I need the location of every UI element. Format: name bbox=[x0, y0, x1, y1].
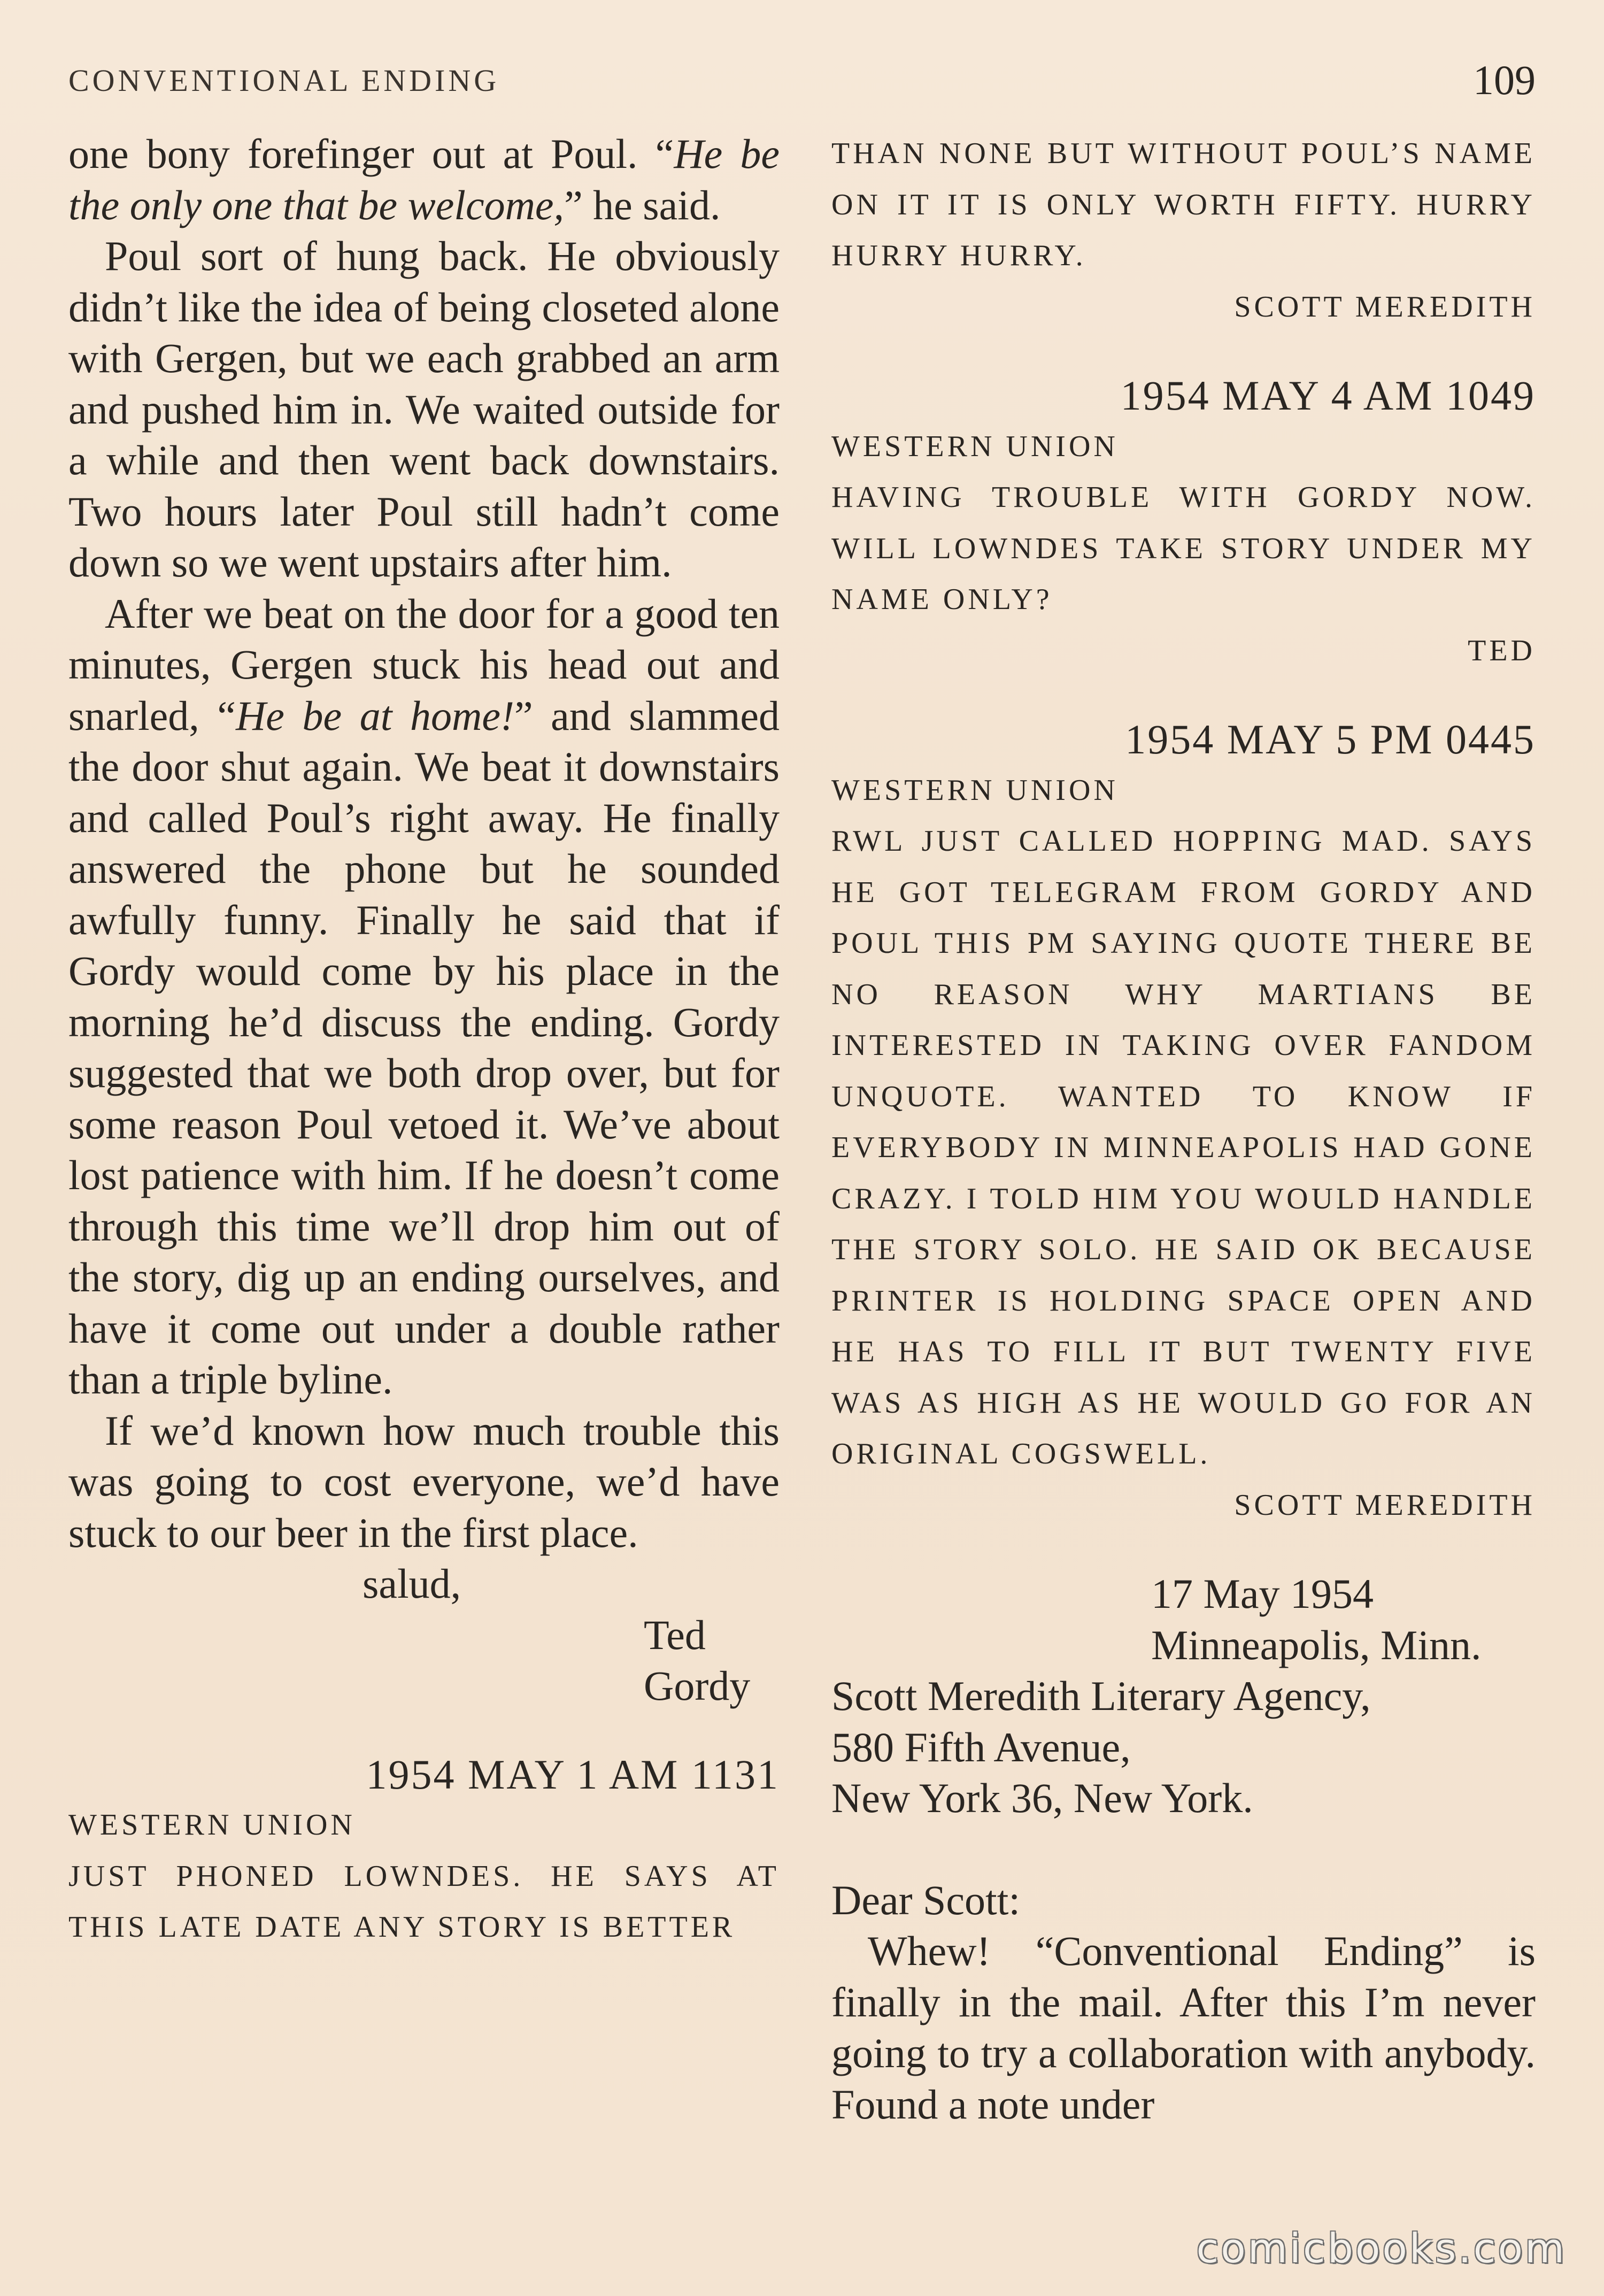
text-run: After we beat on the door for a good ten minutes, Gergen stuck his head out and snarled, “ bbox=[68, 590, 780, 739]
telegram-carrier: WESTERN UNION bbox=[831, 773, 1119, 807]
telegram-body: JUST PHONED LOWNDES. HE SAYS AT THIS LATE DATE ANY STORY IS BETTER bbox=[68, 1859, 780, 1944]
letter-city: Minneapolis, Minn. bbox=[1151, 1621, 1482, 1668]
telegram-signature: SCOTT MEREDITH bbox=[1234, 1488, 1536, 1522]
telegram-carrier: WESTERN UNION bbox=[831, 429, 1119, 463]
telegram-signature: TED bbox=[1468, 634, 1536, 667]
signature: Gordy bbox=[644, 1662, 751, 1709]
telegram-body: THAN NONE BUT WITHOUT POUL’S NAME ON IT IT IS ONLY WORTH FIFTY. HURRY HURRY HURRY. bbox=[831, 137, 1536, 272]
letter-date: 17 May 1954 bbox=[1151, 1570, 1374, 1617]
telegram-timestamp: 1954 MAY 1 AM 1131 bbox=[366, 1751, 780, 1798]
paragraph: Poul sort of hung back. He obviously didn’t like the idea of being closeted alone with Gergen, but we each grabbed an arm and pushed him in. We waited outside for a while and then went back downstairs. Two hours later Poul still hadn’t come down so we went upstairs after him. bbox=[68, 233, 780, 585]
letter-body: Whew! “Conventional Ending” is finally in the mail. After this I’m never going to try a collaboration with anybody. Found a note under bbox=[831, 1928, 1536, 2128]
text-run: ” and slammed the door shut again. We beat it downstairs and called Poul’s right away. He finally answered the phone but he sounded awfully funny. Finally he said that if Gordy would come by his place in the morning he’d discuss the ending. Gordy suggested that we both drop over, but for some reason Poul vetoed it. We’ve about lost patience with him. If he doesn’t come through this time we’ll drop him out of the story, dig up an ending ourselves, and have it come out under a double rather than a triple byline. bbox=[68, 692, 780, 1403]
telegram-body: HAVING TROUBLE WITH GORDY NOW. WILL LOWNDES TAKE STORY UNDER MY NAME ONLY? bbox=[831, 481, 1536, 616]
paragraph: If we’d known how much trouble this was going to cost everyone, we’d have stuck to our beer in the first place. bbox=[68, 1407, 780, 1556]
telegram-carrier: WESTERN UNION bbox=[68, 1808, 356, 1842]
watermark-logo: comicbooks.com bbox=[1196, 2224, 1567, 2272]
text-run: one bony forefinger out at Poul. “ bbox=[68, 130, 674, 177]
closing: salud, bbox=[363, 1560, 461, 1607]
telegram-signature: SCOTT MEREDITH bbox=[1234, 290, 1536, 323]
italic-run: He be the only one that be welcome, bbox=[68, 130, 780, 228]
left-column bbox=[68, 128, 780, 1953]
telegram-body: RWL JUST CALLED HOPPING MAD. SAYS HE GOT TELEGRAM FROM GORDY AND POUL THIS PM SAYING QUOTE THERE BE NO REASON WHY MARTIANS BE INTERESTED IN TAKING OVER FANDOM UNQUOTE. WANTED TO KNOW IF EVERYBODY IN MINNEAPOLIS HAD GONE CRAZY. I TOLD HIM YOU WOULD HANDLE THE STORY SOLO. HE SAID OK BECAUSE PRINTER IS HOLDING SPACE OPEN AND HE HAS TO FILL IT BUT TWENTY FIVE WAS AS HIGH AS HE WOULD GO FOR AN ORIGINAL COGSWELL. bbox=[831, 825, 1536, 1470]
italic-run: He be at home! bbox=[235, 692, 514, 739]
telegram-timestamp: 1954 MAY 4 AM 1049 bbox=[1120, 372, 1536, 419]
paragraph bbox=[68, 128, 780, 230]
telegram-timestamp: 1954 MAY 5 PM 0445 bbox=[1125, 716, 1536, 762]
page-number: 109 bbox=[1473, 57, 1536, 103]
paragraph bbox=[68, 588, 780, 1405]
address-line: New York 36, New York. bbox=[831, 1775, 1253, 1821]
salutation: Dear Scott: bbox=[831, 1876, 1021, 1923]
signature: Ted bbox=[644, 1611, 706, 1658]
running-title: CONVENTIONAL ENDING bbox=[68, 63, 500, 98]
running-head bbox=[68, 59, 1536, 102]
right-column bbox=[831, 128, 1536, 2130]
text-run: ” he said. bbox=[564, 181, 721, 228]
address-line: Scott Meredith Literary Agency, bbox=[831, 1673, 1371, 1719]
address-line: 580 Fifth Avenue, bbox=[831, 1723, 1131, 1770]
